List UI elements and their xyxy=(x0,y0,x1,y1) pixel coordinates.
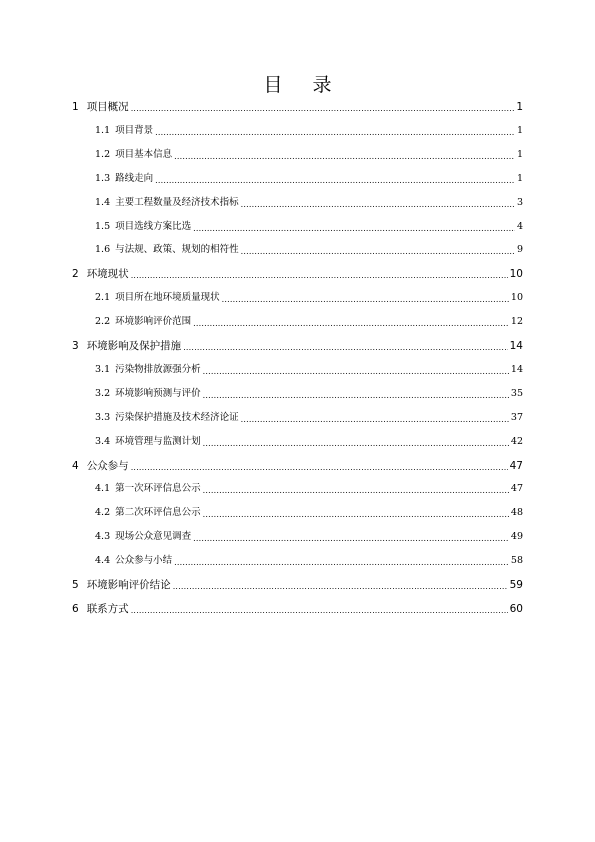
toc-entry-page-number: 9 xyxy=(516,244,523,256)
toc-entry[interactable] xyxy=(72,577,523,593)
toc-entry-number: 5 xyxy=(72,579,79,591)
toc-entry-page-number: 59 xyxy=(509,579,523,591)
toc-dot-leader xyxy=(183,338,507,354)
toc-entry-number: 1.2 xyxy=(95,148,111,160)
page-title: 目 录 xyxy=(263,74,344,96)
toc-entry-page-number: 12 xyxy=(510,316,523,328)
toc-dot-leader xyxy=(131,458,508,474)
toc-entry-title: 环境影响预测与评价 xyxy=(115,387,201,399)
toc-entry-page-number: 60 xyxy=(509,602,523,615)
toc-entry-page-number: 35 xyxy=(510,387,523,399)
toc-dot-leader xyxy=(203,362,509,378)
toc-entry-page-number: 10 xyxy=(509,268,523,281)
toc-entry-title: 环境影响评价范围 xyxy=(115,316,192,328)
toc-dot-leader xyxy=(173,577,508,593)
toc-entry[interactable] xyxy=(95,219,523,235)
toc-entry-title: 第二次环评信息公示 xyxy=(115,507,201,519)
toc-entry-page-number: 42 xyxy=(510,435,523,447)
toc-entry[interactable] xyxy=(95,242,523,258)
toc-entry-page-number: 1 xyxy=(516,148,523,160)
toc-dot-leader xyxy=(193,314,509,330)
toc-entry[interactable] xyxy=(72,266,523,282)
toc-entry-title: 项目背景 xyxy=(115,124,154,136)
toc-entry-page-number: 48 xyxy=(510,507,523,519)
toc-entry[interactable] xyxy=(95,505,523,521)
toc-entry-title: 公众参与 xyxy=(86,459,129,472)
toc-dot-leader xyxy=(131,601,508,617)
toc-entry-page-number: 47 xyxy=(510,483,523,495)
toc-entry[interactable] xyxy=(95,123,523,139)
toc-dot-leader xyxy=(193,529,509,545)
toc-entry-number: 2.1 xyxy=(95,292,111,304)
toc-entry[interactable] xyxy=(72,601,523,617)
toc-entry-number: 1 xyxy=(72,101,79,113)
toc-entry-number: 1.3 xyxy=(95,172,111,184)
toc-entry-number: 2.2 xyxy=(95,316,111,328)
toc-entry[interactable] xyxy=(72,99,523,115)
toc-dot-leader xyxy=(222,290,509,306)
toc-entry-number: 4.1 xyxy=(95,483,111,495)
toc-entry[interactable] xyxy=(95,362,523,378)
toc-entry-title: 第一次环评信息公示 xyxy=(115,483,201,495)
toc-dot-leader xyxy=(131,99,515,115)
toc-entry[interactable] xyxy=(95,481,523,497)
toc-entry-title: 与法规、政策、规划的相符性 xyxy=(115,244,239,256)
toc-dot-leader xyxy=(193,219,515,235)
toc-entry-number: 1.1 xyxy=(95,124,111,136)
toc-entry-page-number: 4 xyxy=(516,220,523,232)
toc-entry-number: 1.6 xyxy=(95,244,111,256)
toc-entry[interactable] xyxy=(95,386,523,402)
toc-dot-leader xyxy=(241,242,515,258)
toc-entry[interactable] xyxy=(95,529,523,545)
toc-entry[interactable] xyxy=(95,410,523,426)
toc-entry-title: 污染保护措施及技术经济论证 xyxy=(115,411,239,423)
toc-dot-leader xyxy=(203,434,509,450)
toc-entry[interactable] xyxy=(95,314,523,330)
toc-dot-leader xyxy=(155,123,515,139)
toc-entry-title: 项目概况 xyxy=(86,101,129,113)
toc-entry-page-number: 37 xyxy=(510,411,523,423)
toc-entry[interactable] xyxy=(95,147,523,163)
toc-entry-number: 4.3 xyxy=(95,531,111,543)
toc-dot-leader xyxy=(174,553,509,569)
toc-entry-page-number: 47 xyxy=(509,459,523,472)
toc-entry-number: 4.2 xyxy=(95,507,111,519)
toc-entry-number: 3.4 xyxy=(95,435,111,447)
toc-entry[interactable] xyxy=(95,434,523,450)
toc-entry-page-number: 1 xyxy=(516,172,523,184)
toc-entry-number: 4.4 xyxy=(95,555,111,567)
toc-entry-title: 环境影响及保护措施 xyxy=(86,340,182,352)
toc-entry-number: 2 xyxy=(72,268,79,281)
toc-dot-leader xyxy=(241,195,515,211)
toc-entry-title: 公众参与小结 xyxy=(115,555,173,567)
toc-entry-title: 项目选线方案比选 xyxy=(115,220,192,232)
toc-entry-title: 主要工程数量及经济技术指标 xyxy=(115,196,239,208)
toc-entry-page-number: 14 xyxy=(509,340,523,352)
toc-dot-leader xyxy=(241,410,509,426)
toc-entry[interactable] xyxy=(72,458,523,474)
toc-entry-title: 路线走向 xyxy=(115,172,154,184)
toc-dot-leader xyxy=(203,386,509,402)
toc-entry-number: 3.1 xyxy=(95,363,111,375)
toc-entry-page-number: 3 xyxy=(516,196,523,208)
toc-dot-leader xyxy=(131,266,508,282)
toc-dot-leader xyxy=(203,505,509,521)
toc-entry-page-number: 10 xyxy=(510,292,523,304)
toc-entry[interactable] xyxy=(95,171,523,187)
toc-entry-number: 1.5 xyxy=(95,220,111,232)
toc-dot-leader xyxy=(155,171,515,187)
toc-entry[interactable] xyxy=(72,338,523,354)
toc-entry-number: 3.3 xyxy=(95,411,111,423)
toc-entry-page-number: 1 xyxy=(516,124,523,136)
toc-dot-leader xyxy=(203,481,509,497)
toc-entry-page-number: 14 xyxy=(510,363,523,375)
toc-entry[interactable] xyxy=(95,553,523,569)
toc-entry-page-number: 1 xyxy=(516,101,523,113)
toc-entry-number: 3.2 xyxy=(95,387,111,399)
toc-entry-title: 项目所在地环境质量现状 xyxy=(115,292,220,304)
toc-dot-leader xyxy=(174,147,515,163)
toc-entry-number: 4 xyxy=(72,459,79,472)
toc-entry-title: 环境管理与监测计划 xyxy=(115,435,201,447)
toc-entry-number: 1.4 xyxy=(95,196,111,208)
toc-entry-title: 环境现状 xyxy=(86,268,129,281)
toc-entry-title: 环境影响评价结论 xyxy=(86,579,171,591)
toc-entry[interactable] xyxy=(95,195,523,211)
toc-entry-title: 联系方式 xyxy=(86,602,129,615)
toc-entry-title: 项目基本信息 xyxy=(115,148,173,160)
toc-entry[interactable] xyxy=(95,290,523,306)
toc-entry-title: 现场公众意见调查 xyxy=(115,531,192,543)
toc-entry-number: 3 xyxy=(72,340,79,352)
toc-entry-title: 污染物排放源强分析 xyxy=(115,363,201,375)
toc-entry-page-number: 58 xyxy=(510,555,523,567)
toc-entry-page-number: 49 xyxy=(510,531,523,543)
toc-entry-number: 6 xyxy=(72,602,79,615)
